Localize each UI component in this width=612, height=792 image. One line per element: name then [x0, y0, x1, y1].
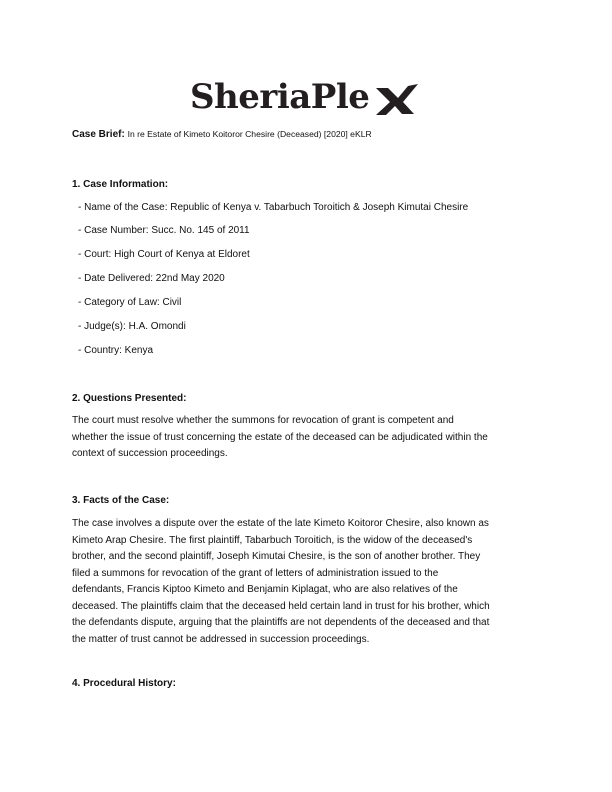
paragraph-line: filed a summons for revocation of the grant of letters of administration issued to the — [72, 567, 439, 579]
questions-presented-paragraph — [72, 413, 542, 463]
paragraph-line: the defendants dispute, arguing that the plaintiffs are not dependents of the deceased and that — [72, 617, 490, 628]
paragraph-line: whether the issue of trust concerning the estate of the deceased can be adjudicated within the — [72, 431, 488, 443]
section-heading-facts: 3. Facts of the Case: — [72, 495, 170, 506]
paragraph-line: The court must resolve whether the summons for revocation of grant is competent and — [72, 415, 454, 426]
paragraph-line: The case involves a dispute over the estate of the late Kimeto Koitoror Chesire, also known as — [72, 518, 489, 529]
case-brief-label: Case Brief: — [72, 129, 125, 140]
paragraph-line: defendants, Francis Kiptoo Kimeto and Benjamin Kiplagat, who are also relatives of the — [72, 584, 458, 595]
paragraph-line: brother, and the second plaintiff, Joseph Kimutai Chesire, is the son of another brother. They — [72, 551, 481, 562]
info-item-country: - Country: Kenya — [78, 345, 154, 356]
section-heading-questions-presented: 2. Questions Presented: — [72, 393, 187, 404]
info-item-case-number: - Case Number: Succ. No. 145 of 2011 — [78, 225, 250, 236]
paragraph-line: deceased. The plaintiffs claim that the deceased held certain land in trust for his brother, which — [72, 600, 490, 612]
section-heading-procedural-history: 4. Procedural History: — [72, 678, 176, 689]
info-item-date-delivered: - Date Delivered: 22nd May 2020 — [78, 273, 225, 284]
logo-x-mark — [374, 82, 420, 116]
paragraph-line: context of succession proceedings. — [72, 448, 228, 459]
info-item-category: - Category of Law: Civil — [78, 297, 182, 308]
facts-paragraph — [72, 516, 542, 648]
info-item-judges: - Judge(s): H.A. Omondi — [78, 321, 186, 332]
paragraph-line: Kimeto Arap Chesire. The first plaintiff, Tabarbuch Toroitich, is the widow of the deceased's — [72, 534, 473, 546]
section-heading-case-information: 1. Case Information: — [72, 179, 169, 190]
paragraph-line: the matter of trust cannot be addressed in succession proceedings. — [72, 633, 370, 645]
info-item-court: - Court: High Court of Kenya at Eldoret — [78, 249, 250, 260]
case-brief-line — [72, 128, 372, 141]
logo-wordmark: SheriaPle — [190, 77, 370, 117]
case-brief-title: In re Estate of Kimeto Koitoror Chesire (Deceased) [2020] eKLR — [127, 129, 372, 139]
info-item-case-name: - Name of the Case: Republic of Kenya v. Tabarbuch Toroitich & Joseph Kimutai Chesire — [78, 202, 469, 213]
sheriaplex-logo — [190, 74, 420, 120]
